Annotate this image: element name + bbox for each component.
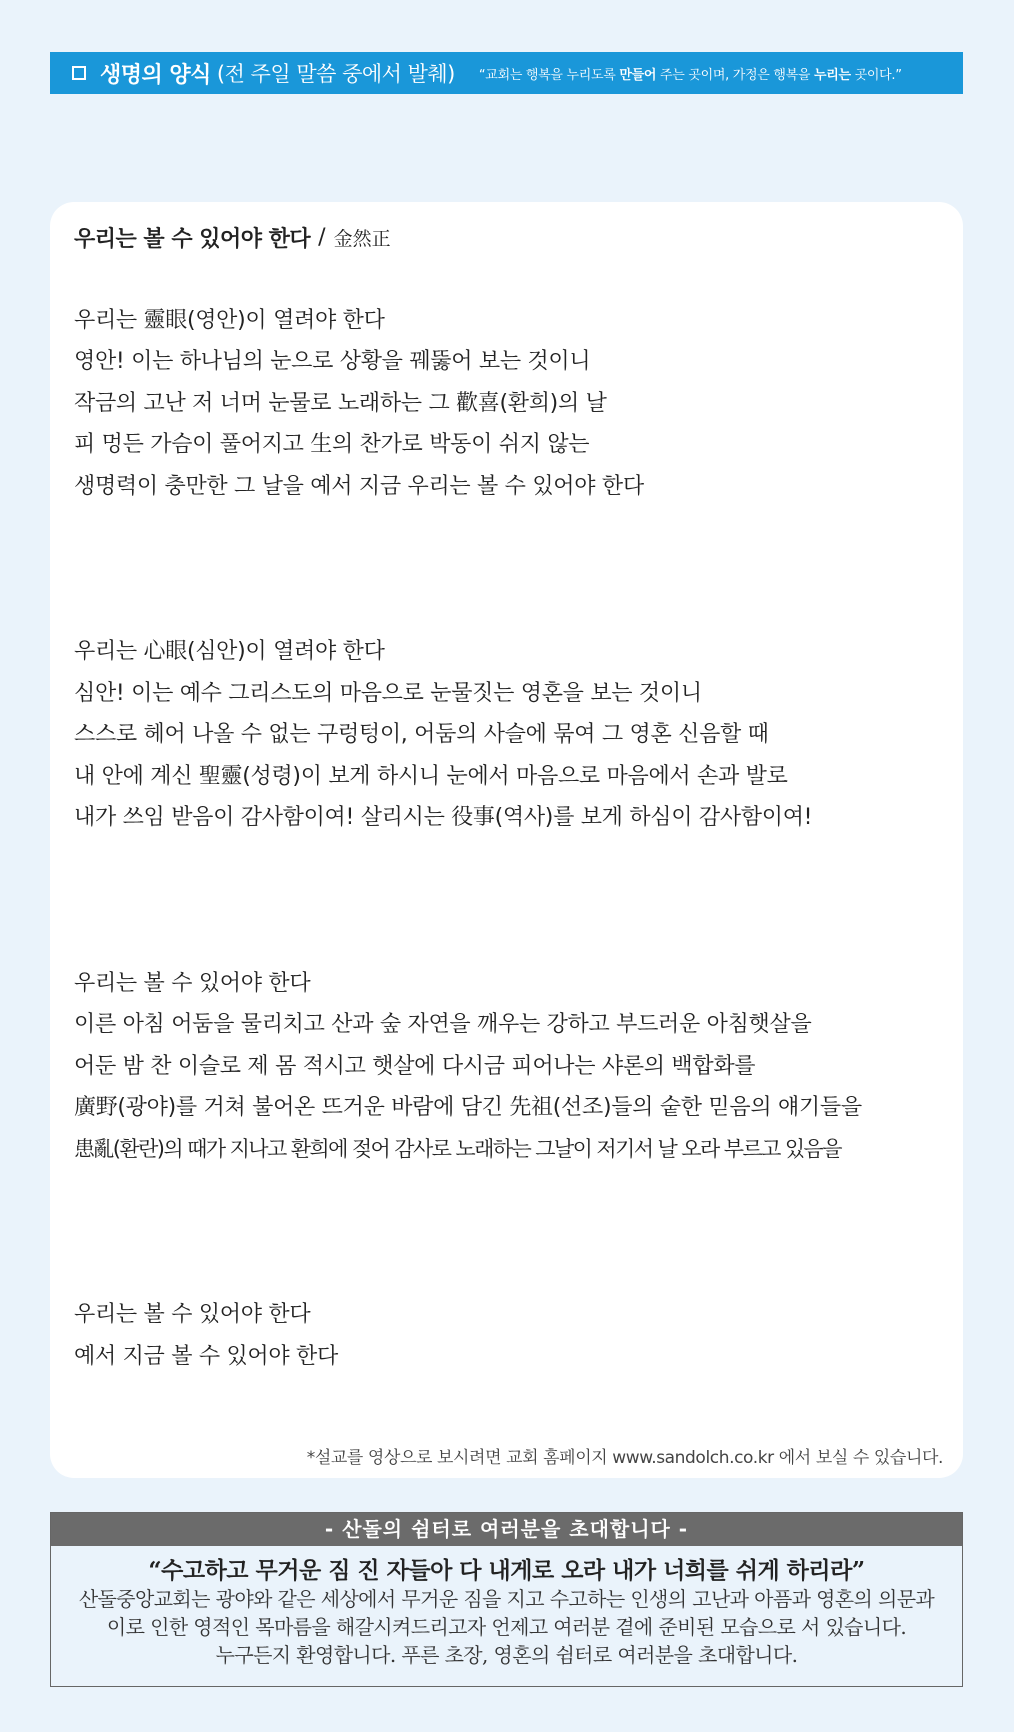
poem <box>74 216 954 1377</box>
header-quote-part: 곳이다.” <box>850 67 902 83</box>
section-title: 생명의 양식 <box>100 62 211 88</box>
section-subtitle: (전 주일 말씀 중에서 발췌) <box>216 62 455 86</box>
invitation-box <box>50 1512 963 1687</box>
stanza-3 <box>74 963 954 1171</box>
stanza-2 <box>74 631 954 839</box>
poem-line: 예서 지금 볼 수 있어야 한다 <box>74 1343 338 1369</box>
header-quote <box>479 64 902 83</box>
header-quote-bold: 누리는 <box>814 67 851 83</box>
invitation-line: 이로 인한 영적인 목마름을 해갈시켜드리고자 언제고 여러분 곁에 준비된 모습으로 서 있습니다. <box>106 1615 907 1639</box>
square-outline-icon <box>72 66 86 80</box>
poem-line: 어둔 밤 찬 이슬로 제 몸 적시고 햇살에 다시금 피어나는 샤론의 백합화를 <box>74 1053 756 1079</box>
header-quote-part: “교회는 행복을 누리도록 <box>478 67 620 83</box>
poem-line: 우리는 볼 수 있어야 한다 <box>74 1302 311 1327</box>
invitation-quote: “수고하고 무거운 짐 진 자들아 다 내게로 오라 내가 너희를 쉬게 하리라” <box>148 1557 865 1584</box>
poem-line: 내가 쓰임 받음이 감사함이여! 살리시는 役事(역사)를 보게 하심이 감사함이여! <box>74 805 813 830</box>
poem-line: 내 안에 계신 聖靈(성령)이 보게 하시니 눈에서 마음으로 마음에서 손과 발로 <box>74 763 788 789</box>
poem-line: 이른 아침 어둠을 물리치고 산과 숲 자연을 깨우는 강하고 부드러운 아침햇살을 <box>74 1012 812 1037</box>
poem-line: 피 멍든 가슴이 풀어지고 生의 찬가로 박동이 쉬지 않는 <box>74 432 590 457</box>
header-quote-part: 주는 곳이며, 가정은 행복을 <box>656 67 815 83</box>
poem-line: 심안! 이는 예수 그리스도의 마음으로 눈물짓는 영혼을 보는 것이니 <box>74 680 702 706</box>
stanza-1 <box>74 300 954 508</box>
poem-line: 생명력이 충만한 그 날을 예서 지금 우리는 볼 수 있어야 한다 <box>74 473 644 499</box>
poem-author: 金然正 <box>333 227 391 250</box>
poem-line: 廣野(광야)를 거쳐 불어온 뜨거운 바람에 담긴 先祖(선조)들의 숱한 믿음의 얘기들을 <box>74 1095 862 1120</box>
poem-line: 우리는 心眼(심안)이 열려야 한다 <box>74 639 385 664</box>
title-separator: / <box>318 224 326 250</box>
poem-line: 患亂(환란)의 때가 지나고 환희에 젖어 감사로 노래하는 그날이 저기서 날 오라 부르고 있음을 <box>74 1136 841 1161</box>
invitation-heading: - 산돌의 쉼터로 여러분을 초대합니다 - <box>51 1513 962 1546</box>
invitation-line: 누구든지 환영합니다. 푸른 초장, 영혼의 쉼터로 여러분을 초대합니다. <box>215 1643 798 1667</box>
poem-line: 우리는 靈眼(영안)이 열려야 한다 <box>74 307 385 333</box>
video-note: *설교를 영상으로 보시려면 교회 홈페이지 www.sandolch.co.kr 에서 보실 수 있습니다. <box>306 1448 943 1468</box>
stanza-4 <box>74 1294 954 1377</box>
poem-line: 우리는 볼 수 있어야 한다 <box>74 970 311 996</box>
poem-line: 영안! 이는 하나님의 눈으로 상황을 꿰뚫어 보는 것이니 <box>74 349 591 374</box>
section-header <box>50 52 963 94</box>
poem-card <box>50 202 963 1478</box>
header-quote-bold: 만들어 <box>619 67 657 83</box>
poem-line: 작금의 고난 저 너머 눈물로 노래하는 그 歡喜(환희)의 날 <box>74 390 607 416</box>
invitation-line: 산돌중앙교회는 광야와 같은 세상에서 무거운 짐을 지고 수고하는 인생의 고난과 아픔과 영혼의 의문과 <box>78 1587 935 1611</box>
poem-title: 우리는 볼 수 있어야 한다 <box>74 226 311 252</box>
poem-heading <box>74 216 954 258</box>
poem-line: 스스로 헤어 나올 수 없는 구렁텅이, 어둠의 사슬에 묶여 그 영혼 신음할 때 <box>74 722 769 747</box>
